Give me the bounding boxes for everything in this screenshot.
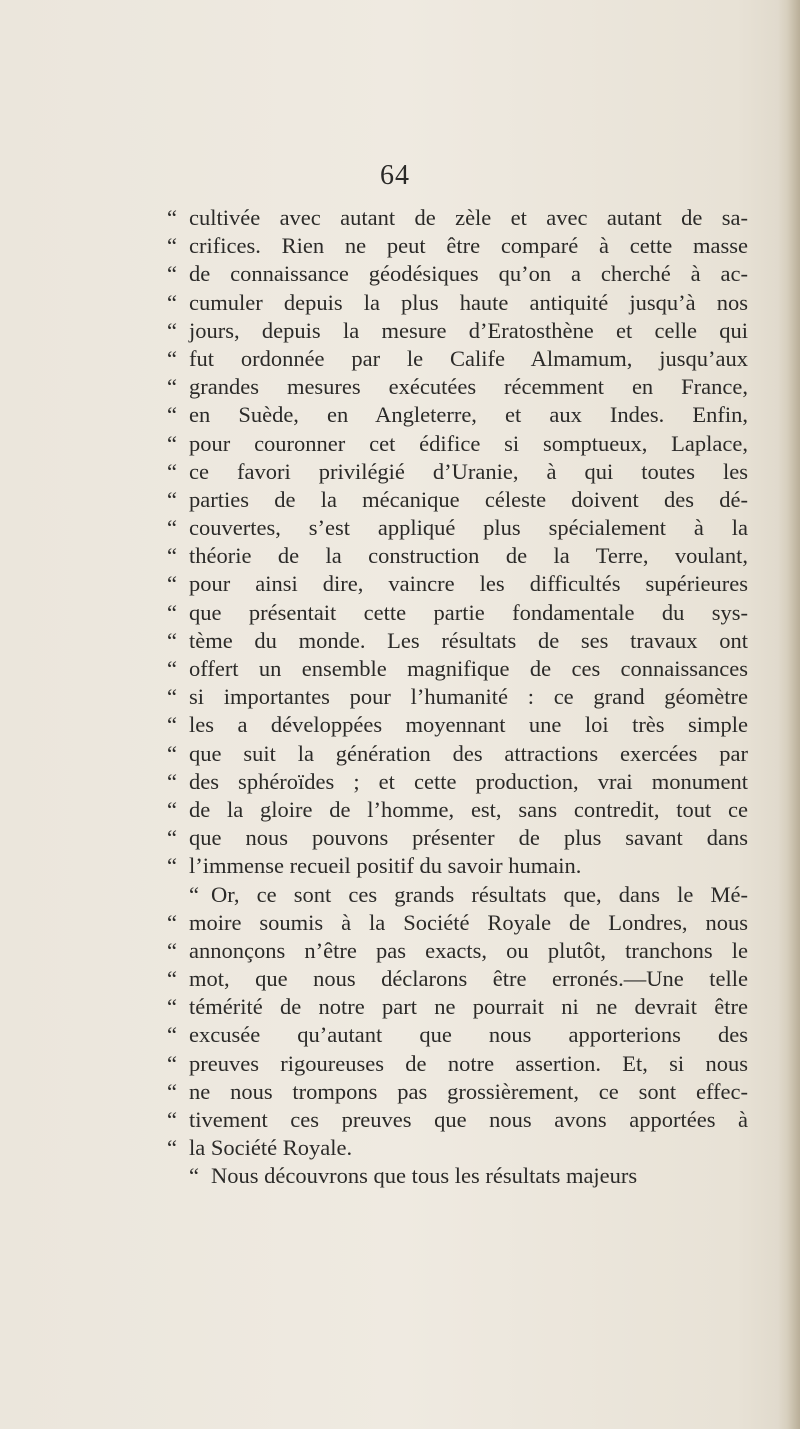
text-line: [163, 909, 748, 937]
quotation-mark: “: [167, 825, 177, 851]
text-line: [163, 1162, 748, 1190]
page-number: 64: [380, 160, 410, 191]
quotation-mark: “: [167, 289, 177, 315]
text-line: [163, 1021, 748, 1049]
quotation-mark: “: [167, 571, 177, 597]
quotation-mark: “: [167, 853, 177, 879]
quotation-mark: “: [167, 1135, 177, 1161]
text-line: [163, 599, 748, 627]
quotation-mark: “: [167, 1022, 177, 1048]
text-line: [163, 993, 748, 1021]
line-text: cultivée avec autant de zèle et avec autant de sa-: [189, 205, 748, 230]
line-text: fut ordonnée par le Calife Almamum, jusqu’aux: [189, 345, 748, 371]
line-text: que présentait cette partie fondamentale du sys-: [189, 599, 748, 625]
line-text: parties de la mécanique céleste doivent des dé-: [189, 486, 748, 512]
text-line: [163, 232, 748, 260]
quotation-mark: “: [167, 205, 177, 230]
line-text: si importantes pour l’humanité : ce grand géomètre: [189, 684, 748, 710]
line-text: Nous découvrons que tous les résultats majeurs: [211, 1163, 638, 1189]
line-text: que suit la génération des attractions exercées par: [189, 740, 748, 766]
quotation-mark: “: [167, 515, 177, 541]
quotation-mark: “: [167, 966, 177, 992]
text-line: [163, 683, 748, 711]
quotation-mark: “: [167, 402, 177, 428]
line-text: tivement ces preuves que nous avons apportées à: [189, 1107, 748, 1132]
line-text: annonçons n’être pas exacts, ou plutôt, tranchons le: [189, 937, 748, 963]
text-line: [163, 1050, 748, 1078]
quotation-mark: “: [167, 1078, 177, 1104]
line-text: tème du monde. Les résultats de ses travaux ont: [189, 627, 748, 653]
quotation-mark: “: [167, 712, 177, 738]
text-line: [163, 824, 748, 852]
quotation-mark: “: [167, 430, 177, 456]
body-text: [163, 204, 748, 1191]
line-text: de connaissance géodésiques qu’on a cherché à ac-: [189, 261, 748, 287]
quotation-mark: “: [167, 374, 177, 400]
quotation-mark: “: [167, 317, 177, 343]
text-line: [163, 937, 748, 965]
quotation-mark: “: [167, 740, 177, 766]
text-line: [163, 542, 748, 570]
text-line: [163, 430, 748, 458]
text-line: [163, 458, 748, 486]
line-text: pour ainsi dire, vaincre les difficultés supérieures: [189, 571, 748, 597]
line-text: l’immense recueil positif du savoir humain.: [189, 853, 582, 879]
line-text: crifices. Rien ne peut être comparé à cette masse: [189, 233, 748, 259]
line-text: grandes mesures exécutées récemment en France,: [189, 374, 748, 400]
line-text: couvertes, s’est appliqué plus spécialement à la: [189, 515, 748, 541]
quotation-mark: “: [167, 909, 177, 935]
text-line: [163, 796, 748, 824]
line-text: offert un ensemble magnifique de ces connaissances: [189, 656, 748, 681]
text-line: [163, 570, 748, 598]
text-line: [163, 768, 748, 796]
quotation-mark: “: [167, 627, 177, 653]
quotation-mark: “: [167, 599, 177, 625]
quotation-mark: “: [167, 684, 177, 710]
text-line: [163, 881, 748, 909]
line-text: théorie de la construction de la Terre, voulant,: [189, 543, 748, 569]
line-text: preuves rigoureuses de notre assertion. Et, si nous: [189, 1050, 748, 1076]
text-line: [163, 740, 748, 768]
quotation-mark: “: [167, 486, 177, 512]
page-edge-shadow: [778, 0, 800, 1429]
text-line: [163, 514, 748, 542]
quotation-mark: “: [189, 1163, 199, 1189]
text-line: [163, 627, 748, 655]
line-text: des sphéroïdes ; et cette production, vrai monument: [189, 768, 748, 794]
line-text: en Suède, en Angleterre, et aux Indes. Enfin,: [189, 402, 748, 428]
text-line: [163, 204, 748, 232]
quotation-mark: “: [167, 1050, 177, 1076]
line-text: pour couronner cet édifice si somptueux, Laplace,: [189, 430, 748, 456]
line-text: mot, que nous déclarons être erronés.—Une telle: [189, 966, 748, 992]
text-line: [163, 289, 748, 317]
quotation-mark: “: [167, 768, 177, 794]
line-text: de la gloire de l’homme, est, sans contredit, tout ce: [189, 796, 748, 822]
quotation-mark: “: [189, 881, 199, 907]
text-line: [163, 373, 748, 401]
line-text: que nous pouvons présenter de plus savant dans: [189, 825, 748, 851]
line-text: les a développées moyennant une loi très simple: [189, 712, 748, 738]
text-line: [163, 965, 748, 993]
quotation-mark: “: [167, 656, 177, 681]
quotation-mark: “: [167, 937, 177, 963]
text-line: [163, 655, 748, 683]
text-line: [163, 486, 748, 514]
text-line: [163, 711, 748, 739]
text-line: [163, 401, 748, 429]
line-text: ne nous trompons pas grossièrement, ce sont effec-: [189, 1078, 748, 1104]
quotation-mark: “: [167, 543, 177, 569]
quotation-mark: “: [167, 261, 177, 287]
text-line: [163, 1078, 748, 1106]
text-line: [163, 317, 748, 345]
quotation-mark: “: [167, 796, 177, 822]
quotation-mark: “: [167, 345, 177, 371]
line-text: Or, ce sont ces grands résultats que, dans le Mé-: [211, 881, 748, 907]
line-text: excusée qu’autant que nous apporterions des: [189, 1022, 748, 1048]
line-text: la Société Royale.: [189, 1135, 353, 1161]
text-line: [163, 260, 748, 288]
quotation-mark: “: [167, 994, 177, 1020]
quotation-mark: “: [167, 458, 177, 484]
text-line: [163, 345, 748, 373]
line-text: jours, depuis la mesure d’Eratosthène et celle qui: [189, 317, 748, 343]
text-line: [163, 1134, 748, 1162]
line-text: témérité de notre part ne pourrait ni ne devrait être: [189, 994, 748, 1020]
quotation-mark: “: [167, 1107, 177, 1132]
quotation-mark: “: [167, 233, 177, 259]
text-line: [163, 1106, 748, 1134]
text-line: [163, 852, 748, 880]
line-text: moire soumis à la Société Royale de Londres, nous: [189, 909, 748, 935]
line-text: cumuler depuis la plus haute antiquité jusqu’à nos: [189, 289, 748, 315]
line-text: ce favori privilégié d’Uranie, à qui toutes les: [189, 458, 748, 484]
